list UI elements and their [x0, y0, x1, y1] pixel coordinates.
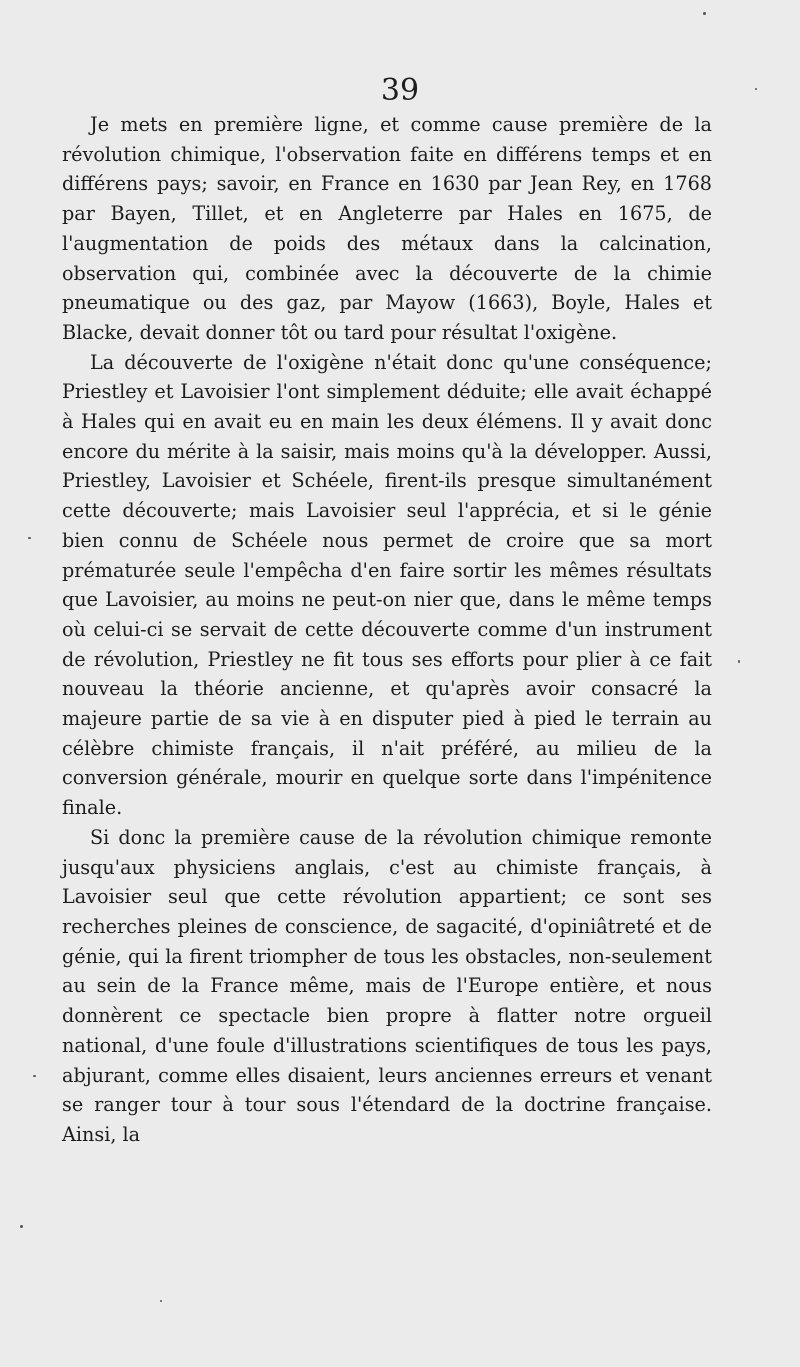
- body-text: [62, 110, 712, 1150]
- paragraph-2: La découverte de l'oxigène n'était donc qu'une conséquence; Priestley et Lavoisier l'ont simplement déduite; elle avait échappé à Hales qui en avait eu en main les deux élémens. Il y avait donc encore du mérite à la saisir, mais moins qu'à la développer. Aussi, Priestley, Lavoisier et Schéele, firent-ils presque simultanément cette découverte; mais Lavoisier seul l'apprécia, et si le génie bien connu de Schéele nous permet de croire que sa mort prématurée seule l'empêcha d'en faire sortir les mêmes résultats que Lavoisier, au moins ne peut-on nier que, dans le même temps où celui-ci se servait de cette découverte comme d'un instrument de révolution, Priestley ne fit tous ses efforts pour plier à ce fait nouveau la théorie ancienne, et qu'après avoir consacré la majeure partie de sa vie à en disputer pied à pied le terrain au célèbre chimiste français, il n'ait préféré, au milieu de la conversion générale, mourir en quelque sorte dans l'impénitence finale.: [62, 350, 712, 820]
- paper-speck: [20, 1225, 23, 1228]
- page-number: 39: [380, 73, 420, 108]
- paper-speck: [703, 12, 706, 15]
- paper-speck: [738, 660, 740, 663]
- paper-speck: [33, 1075, 36, 1077]
- paragraph-1: Je mets en première ligne, et comme cause première de la révolution chimique, l'observation faite en différens temps et en différens pays; savoir, en France en 1630 par Jean Rey, en 1768 par Bayen, Tillet, et en Angleterre par Hales en 1675, de l'augmentation de poids des métaux dans la calcination, observation qui, combinée avec la découverte de la chimie pneumatique ou des gaz, par Mayow (1663), Boyle, Hales et Blacke, devait donner tôt ou tard pour résultat l'oxigène.: [62, 113, 712, 344]
- paper-speck: [28, 537, 31, 539]
- paper-speck: [160, 1300, 162, 1302]
- paragraph-3: Si donc la première cause de la révolution chimique remonte jusqu'aux physiciens anglais, c'est au chimiste français, à Lavoisier seul que cette révolution appartient; ce sont ses recherches pleines de conscience, de sagacité, d'opiniâtreté et de génie, qui la firent triompher de tous les obstacles, non-seulement au sein de la France même, mais de l'Europe entière, et nous donnèrent ce spectacle bien propre à flatter notre orgueil national, d'une foule d'illustrations scientifiques de tous les pays, abjurant, comme elles disaient, leurs anciennes erreurs et venant se ranger tour à tour sous l'étendard de la doctrine française. Ainsi, la: [62, 825, 712, 1146]
- paper-speck: [755, 88, 757, 90]
